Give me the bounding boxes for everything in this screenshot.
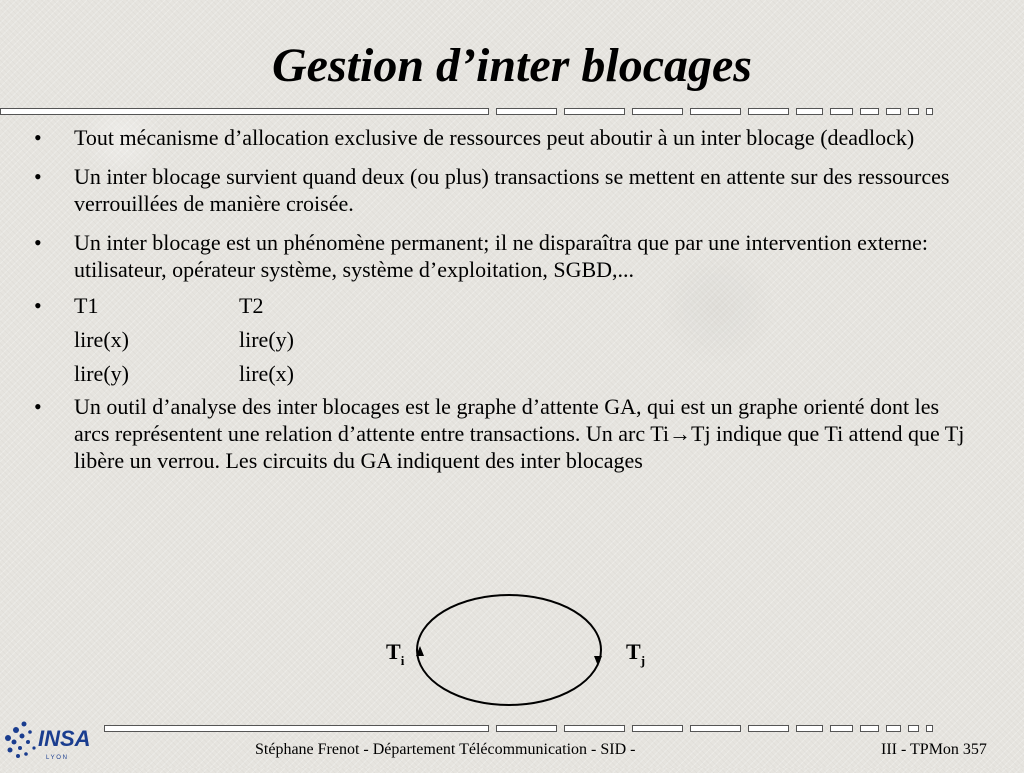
wait-cycle-edge — [417, 595, 601, 705]
svg-text:L Y O N: L Y O N — [46, 755, 67, 761]
transaction-cell: T1 — [74, 293, 99, 318]
bullet-permanent — [30, 229, 970, 283]
bullet-allocation — [30, 124, 970, 151]
footer-page-number: III - TPMon 357 — [881, 741, 987, 758]
transaction-cell: lire(x) — [74, 327, 129, 352]
bullet-marker: • — [34, 164, 42, 189]
bullet-text: Un outil d’analyse des inter blocages est le graphe d’attente GA, qui est un graphe orienté dont les arcs représentent une relation d’attente entre transactions. Un arc Ti→Tj indique que Ti attend que Tj libère un verrou. Les circuits du GA indiquent des inter blocages — [74, 394, 965, 473]
transaction-cell: T2 — [239, 293, 264, 318]
footer-author: Stéphane Frenot - Département Télécommunication - SID - — [255, 741, 636, 758]
bullet-text: Un inter blocage survient quand deux (ou plus) transactions se mettent en attente sur des ressources verrouillées de manière croisée. — [74, 164, 950, 216]
bullet-marker: • — [34, 394, 42, 419]
node-tj-label: $T_j$ — [626, 639, 646, 668]
bullet-marker: • — [34, 230, 42, 255]
transactions-row — [30, 357, 970, 391]
transactions-example — [30, 289, 970, 391]
slide-title: Gestion d’inter blocages — [272, 39, 752, 92]
bullet-marker: • — [34, 125, 42, 150]
arrow-down-icon — [594, 656, 602, 666]
title-divider — [0, 107, 940, 117]
transaction-cell: lire(y) — [74, 361, 129, 386]
svg-text:INSA: INSA — [38, 726, 91, 751]
bullet-wait-graph — [30, 393, 970, 474]
bullet-marker: • — [34, 293, 42, 318]
bullet-text: Un inter blocage est un phénomène permanent; il ne disparaîtra que par une intervention externe: utilisateur, opérateur système, système d’exploitation, SGBD,... — [74, 230, 929, 282]
transaction-cell: lire(x) — [239, 361, 294, 386]
node-ti-label: $T_i$ — [386, 639, 405, 668]
bullet-text: Tout mécanisme d’allocation exclusive de ressources peut aboutir à un inter blocage (deadlock) — [74, 125, 915, 150]
transactions-row — [30, 323, 970, 357]
transactions-header-row — [30, 289, 970, 323]
wait-graph-diagram — [380, 592, 670, 712]
transaction-cell: lire(y) — [239, 327, 294, 352]
footer-divider — [0, 724, 940, 734]
slide-body — [30, 124, 970, 474]
bullet-definition — [30, 163, 970, 217]
insa-logo — [0, 712, 104, 768]
